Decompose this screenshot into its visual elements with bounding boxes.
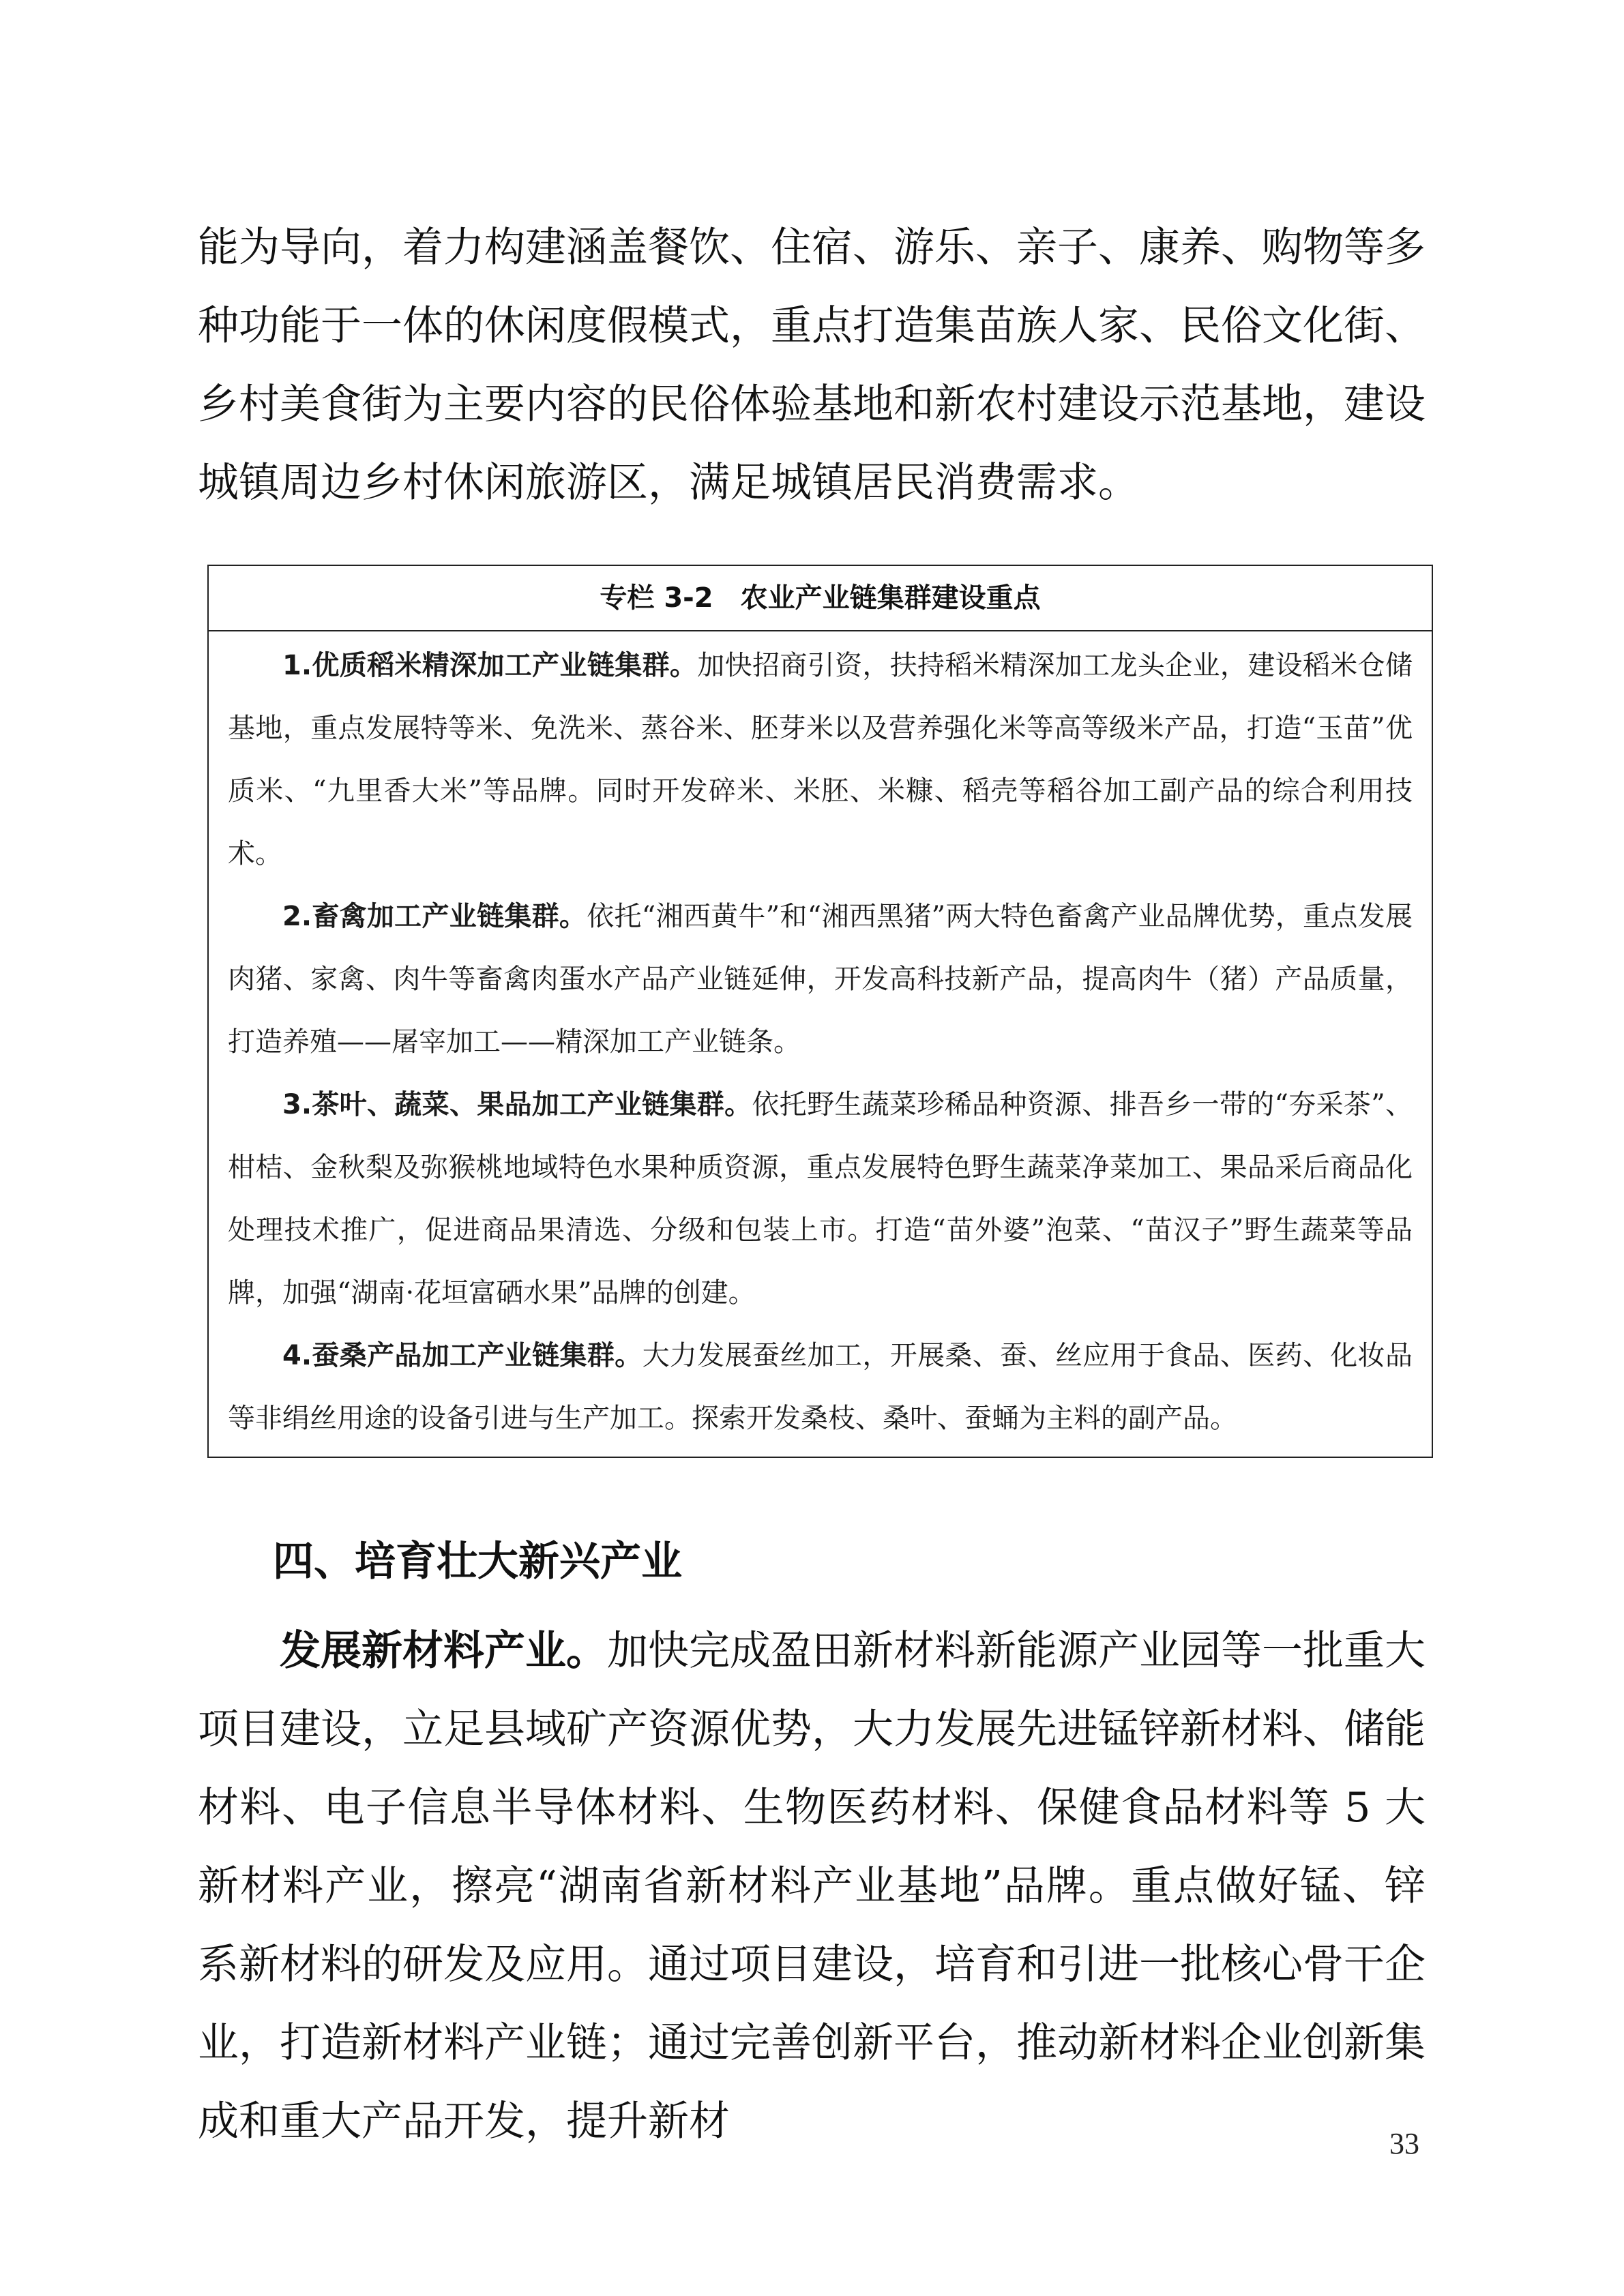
section-paragraph — [198, 1612, 1426, 2161]
column-item-1-text: 加快招商引资，扶持稻米精深加工龙头企业，建设稻米仓储基地，重点发展特等米、免洗米、蒸谷米、胚芽米以及营养强化米等高等级米产品，打造“玉苗”优质米、“九里香大米”等品牌。同时开发碎米、米胚、米糠、稻壳等稻谷加工副产品的综合利用技术。 — [228, 650, 1413, 869]
column-box-title: 专栏 3-2 农业产业链集群建设重点 — [209, 566, 1432, 631]
column-item-3-lead: 3.茶叶、蔬菜、果品加工产业链集群。 — [282, 1089, 752, 1120]
column-item-4-text: 大力发展蚕丝加工，开展桑、蚕、丝应用于食品、医药、化妆品等非绢丝用途的设备引进与生产加工。探索开发桑枝、桑叶、蚕蛹为主料的副产品。 — [228, 1340, 1413, 1434]
column-item-1 — [228, 634, 1413, 885]
column-item-3-text: 依托野生蔬菜珍稀品种资源、排吾乡一带的“夯采茶”、柑桔、金秋梨及弥猴桃地域特色水果种质资源，重点发展特色野生蔬菜净菜加工、果品采后商品化处理技术推广，促进商品果清选、分级和包装上市。打造“苗外婆”泡菜、“苗汉子”野生蔬菜等品牌，加强“湖南·花垣富硒水果”品牌的创建。 — [228, 1089, 1413, 1309]
column-item-4 — [228, 1324, 1413, 1450]
section-heading: 四、培育壮大新兴产业 — [273, 1538, 682, 1585]
column-item-2-text: 依托“湘西黄牛”和“湘西黑猪”两大特色畜禽产业品牌优势，重点发展肉猪、家禽、肉牛等畜禽肉蛋水产品产业链延伸，开发高科技新产品，提高肉牛（猪）产品质量，打造养殖——屠宰加工——精深加工产业链条。 — [228, 901, 1413, 1058]
column-item-1-lead: 1.优质稻米精深加工产业链集群。 — [282, 650, 698, 681]
column-box — [207, 565, 1433, 1458]
section-paragraph-text: 加快完成盈田新材料新能源产业园等一批重大项目建设，立足县域矿产资源优势，大力发展先进锰锌新材料、储能材料、电子信息半导体材料、生物医药材料、保健食品材料等 5 大新材料产业，擦亮“湖南省新材料产业基地”品牌。重点做好锰、锌系新材料的研发及应用。通过项目建设，培育和引进一批核心骨干企业，打造新材料产业链；通过完善创新平台，推动新材料企业创新集成和重大产品开发，提升新材 — [198, 1627, 1426, 2145]
column-item-3 — [228, 1073, 1413, 1324]
section-paragraph-lead: 发展新材料产业。 — [280, 1627, 607, 1675]
column-box-body — [209, 631, 1432, 1450]
column-item-2-lead: 2.畜禽加工产业链集群。 — [282, 901, 587, 932]
column-item-4-lead: 4.蚕桑产品加工产业链集群。 — [282, 1340, 643, 1371]
column-item-2 — [228, 885, 1413, 1073]
intro-paragraph: 能为导向，着力构建涵盖餐饮、住宿、游乐、亲子、康养、购物等多种功能于一体的休闲度假模式，重点打造集苗族人家、民俗文化街、乡村美食街为主要内容的民俗体验基地和新农村建设示范基地，建设城镇周边乡村休闲旅游区，满足城镇居民消费需求。 — [198, 224, 1426, 507]
page-number: 33 — [1389, 2127, 1419, 2160]
